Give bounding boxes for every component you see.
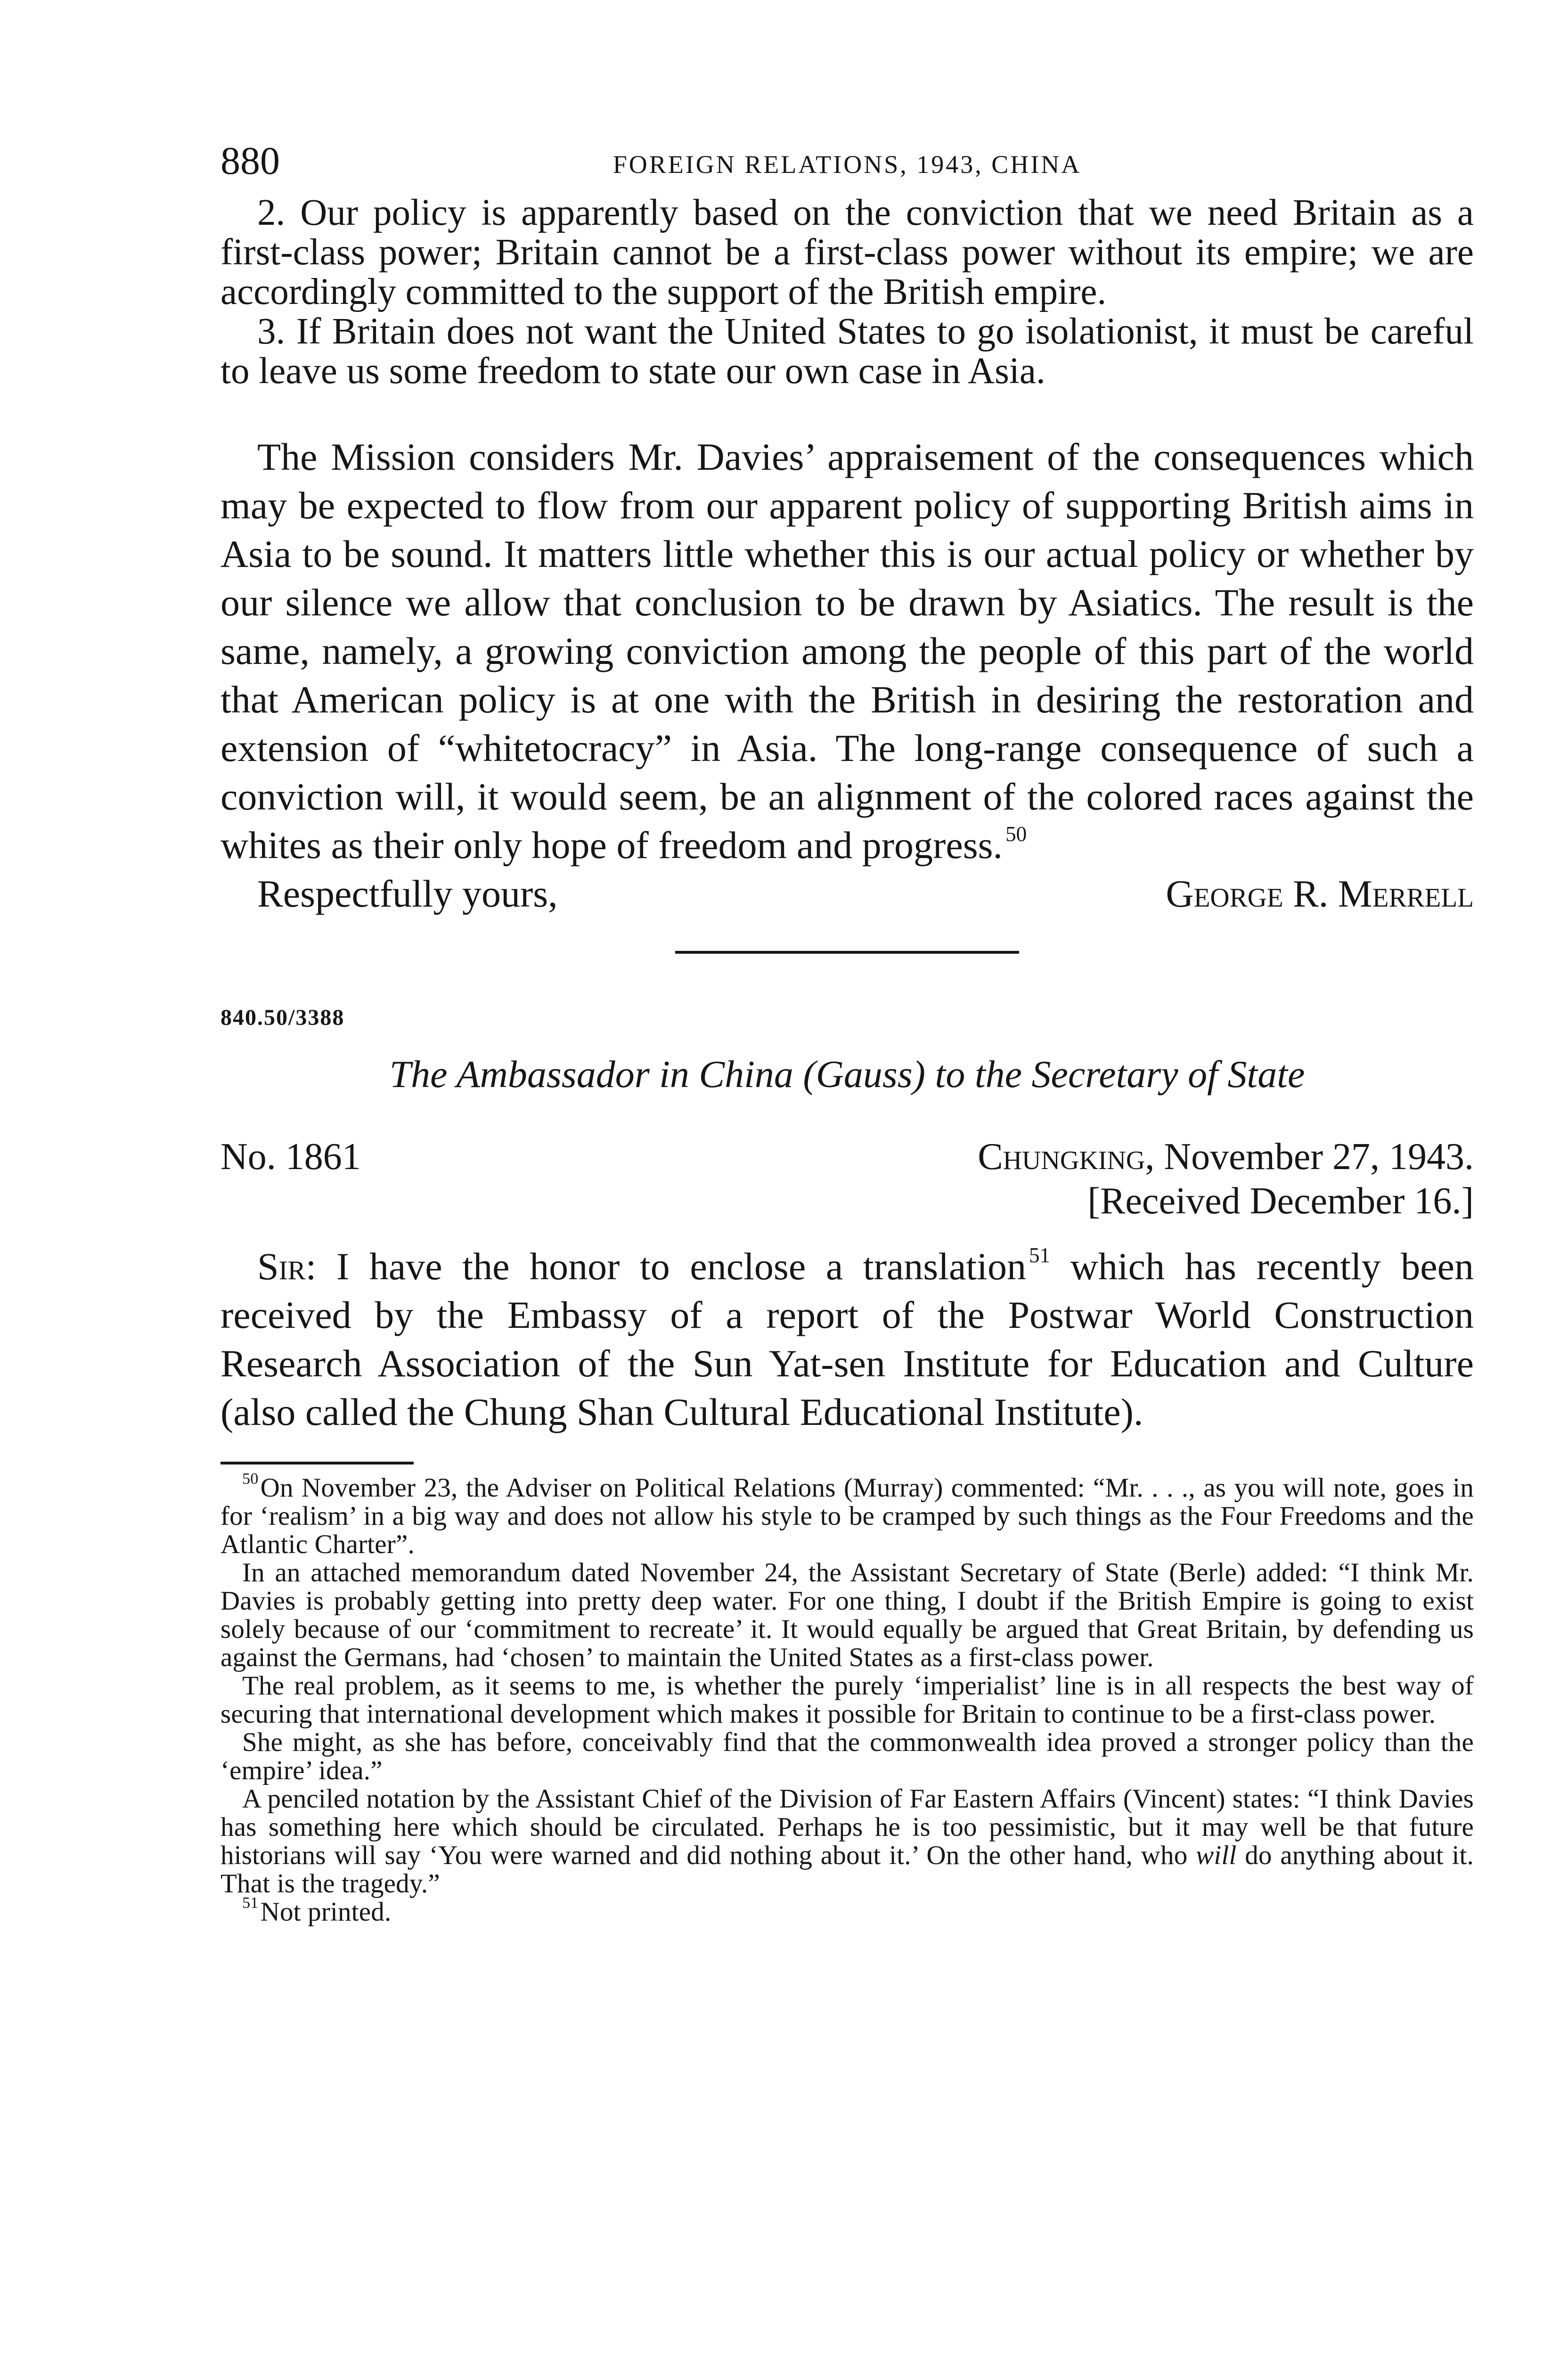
page-header xyxy=(220,141,1474,193)
file-number: 840.50/3388 xyxy=(220,1005,345,1030)
footnote-50-paragraph-2: In an attached memorandum dated November 24, the Assistant Secretary of State (Berle) added: “I think Mr. Davies is probably getting into pretty deep water. For one thing, I doubt if the British Empire is going to exist solely because of our ‘commitment to recreate’ it. It would equally be argued that Great Britain, by defending us against the Germans, had ‘chosen’ to maintain the United States as a first-class power. xyxy=(220,1558,1474,1672)
received-date: [Received December 16.] xyxy=(1087,1180,1474,1222)
footnote-50-paragraph-1 xyxy=(220,1470,1474,1559)
letter-body-part2: which has recently been received by the Embassy of a report of the Postwar World Construction Research Association of the Sun Yat-sen Institute for Education and Culture (also called the Chung Shan Cultural Educational Institute). xyxy=(220,1245,1474,1433)
footnote-ref-51[interactable]: 51 xyxy=(1029,1243,1051,1267)
letter-body xyxy=(220,1242,1474,1436)
footnote-50-text-5a: A penciled notation by the Assistant Chief of the Division of Far Eastern Affairs (Vincent) states: “I think Davies has something here which should be circulated. Perhaps he is too pessimistic, but it may well be that future historians will say ‘You were warned and did nothing about it.’ On the other hand, who xyxy=(220,1784,1474,1870)
footnote-51-text: Not printed. xyxy=(260,1897,392,1927)
footnote-51 xyxy=(220,1894,1474,1927)
footnote-51-marker: 51 xyxy=(242,1894,259,1912)
footnote-ref-50[interactable]: 50 xyxy=(1005,822,1027,846)
document-title: The Ambassador in China (Gauss) to the Secretary of State xyxy=(389,1053,1305,1096)
enclosure-point-2: 2. Our policy is apparently based on the conviction that we need Britain as a first-class power; Britain cannot be a first-class power without its empire; we are accordingly committed to the support of the British empire. xyxy=(220,192,1474,312)
signature-block xyxy=(220,869,1474,918)
signature-closing: Respectfully yours, xyxy=(257,872,558,915)
footnote-50-emphasis: will xyxy=(1196,1841,1237,1870)
footnote-50-marker: 50 xyxy=(242,1470,259,1488)
footnotes xyxy=(220,1470,1474,1927)
mission-paragraph xyxy=(220,433,1474,869)
place-and-date xyxy=(978,1135,1474,1179)
footnote-50-paragraph-4: She might, as she has before, conceivably find that the commonwealth idea proved a stronger policy than the ‘empire’ idea.” xyxy=(220,1727,1474,1785)
document-number: No. 1861 xyxy=(220,1136,361,1178)
footnote-50-text-1: On November 23, the Adviser on Political Relations (Murray) commented: “Mr. . . ., as you will note, goes in for ‘realism’ in a big way and does not allow his style to be cramped by such things as the Four Freedoms and the Atlantic Charter”. xyxy=(220,1473,1474,1559)
footnote-rule xyxy=(220,1462,414,1464)
signature-name: George R. Merrell xyxy=(1166,872,1474,915)
enclosure-point-3: 3. If Britain does not want the United States to go isolationist, it must be careful to leave us some freedom to state our own case in Asia. xyxy=(220,311,1474,392)
place: Chungking, xyxy=(978,1136,1155,1178)
letter-body-part1: I have the honor to enclose a translation xyxy=(336,1245,1026,1288)
section-separator xyxy=(675,951,1019,954)
salutation: Sir: xyxy=(257,1245,317,1288)
page-number: 880 xyxy=(220,139,280,183)
mission-paragraph-text: The Mission considers Mr. Davies’ appraisement of the consequences which may be expected to flow from our apparent policy of supporting British aims in Asia to be sound. It matters little whether this is our actual policy or whether by our silence we allow that conclusion to be drawn by Asiatics. The result is the same, namely, a growing conviction among the people of this part of the world that American policy is at one with the British in desiring the restoration and extension of “whitetocracy” in Asia. The long-range consequence of such a conviction will, it would seem, be an alignment of the colored races against the whites as their only hope of freedom and progress. xyxy=(220,435,1474,867)
dateline xyxy=(220,1135,1474,1179)
running-head: FOREIGN RELATIONS, 1943, CHINA xyxy=(612,150,1082,179)
date: November 27, 1943. xyxy=(1164,1136,1474,1178)
footnote-50-paragraph-3: The real problem, as it seems to me, is whether the purely ‘imperialist’ line is in all respects the best way of securing that international development which makes it possible for Britain to continue to be a first-class power. xyxy=(220,1671,1474,1729)
document-page xyxy=(220,141,1474,1926)
footnote-50-text-5b: do anything about it. That is the tragedy.” xyxy=(220,1841,1474,1898)
footnote-50-paragraph-5 xyxy=(220,1785,1474,1898)
